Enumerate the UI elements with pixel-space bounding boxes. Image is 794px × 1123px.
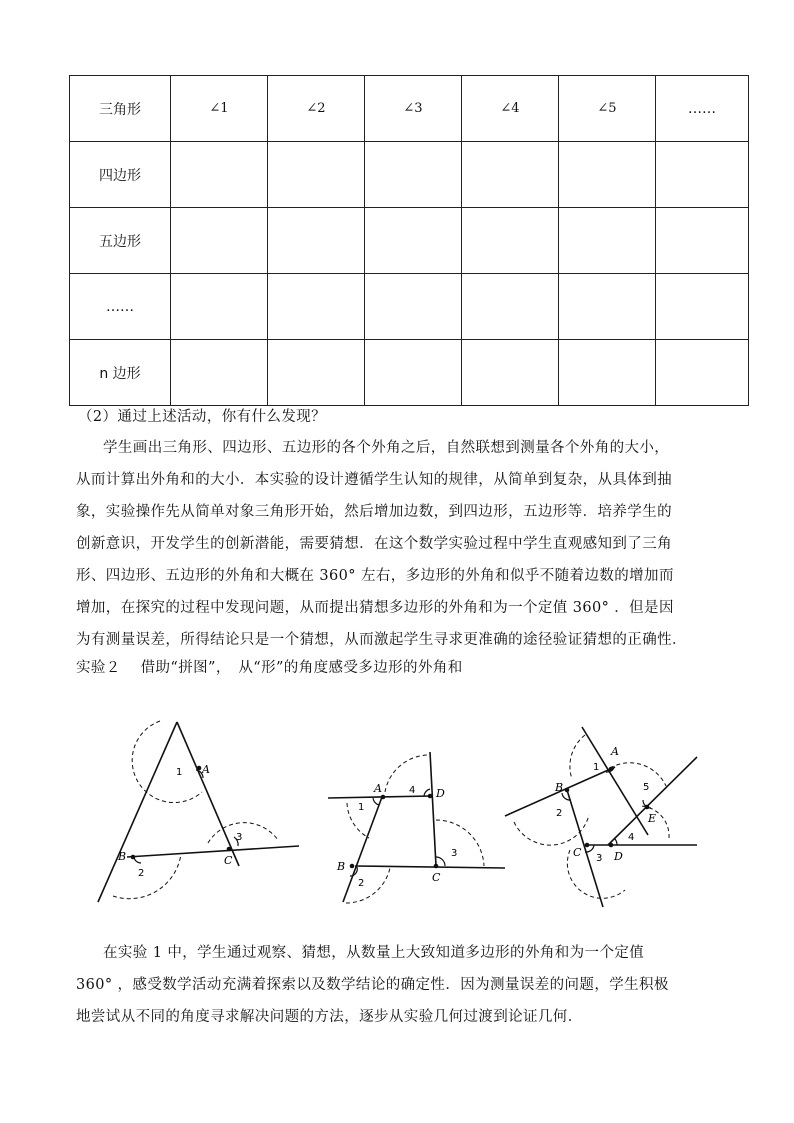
quadrilateral-angle-label: 1 [358, 802, 365, 813]
col-angle-3: ∠3 [365, 76, 462, 142]
quadrilateral-angle-label: 3 [451, 848, 458, 859]
triangle-angle-label: 1 [176, 767, 183, 778]
quadrilateral-figure [328, 752, 505, 903]
pentagon-angle-label: 5 [643, 782, 650, 793]
row-label-quadrilateral: 四边形 [70, 142, 171, 208]
pentagon-vertex-label: E [648, 812, 657, 825]
triangle-angle-label: 2 [138, 868, 145, 879]
paragraph-line: 象，实验操作先从简单对象三角形开始，然后增加边数，到四边形，五边形等．培养学生的 [76, 504, 672, 520]
paragraph-line: 增加，在探究的过程中发现问题，从而提出猜想多边形的外角和为一个定值 360° ．但是因 [76, 600, 674, 616]
paragraph-line: 创新意识，开发学生的创新潜能，需要猜想．在这个数学实验过程中学生直观感知到了三角 [76, 536, 672, 552]
quadrilateral-vertex-label: D [436, 787, 445, 800]
col-ellipsis: …… [656, 76, 749, 142]
paragraph-line: 360° ，感受数学活动充满着探索以及数学结论的确定性．因为测量误差的问题，学生积极 [76, 977, 669, 993]
triangle-figure [98, 721, 299, 902]
paragraph-line: 形、四边形、五边形的外角和大概在 360° 左右，多边形的外角和似乎不随着边数的增加而 [76, 568, 674, 584]
paragraph-line: 为有测量误差，所得结论只是一个猜想，从而激起学生寻求更准确的途径验证猜想的正确性． [76, 632, 687, 648]
pentagon-points [565, 767, 650, 848]
quadrilateral-angle-label: 2 [358, 878, 365, 889]
pentagon-vertex-label: D [614, 850, 623, 863]
pentagon-angle-label: 4 [628, 832, 635, 843]
col-angle-4: ∠4 [462, 76, 559, 142]
row-label-triangle: 三角形 [70, 76, 171, 142]
row-label-pentagon: 五边形 [70, 208, 171, 274]
pentagon-figure [505, 727, 697, 907]
triangle-vertex-label: A [202, 763, 210, 776]
question-text: （2）通过上述活动，你有什么发现？ [78, 409, 327, 425]
row-label-ellipsis: …… [70, 274, 171, 340]
pentagon-vertex-label: A [611, 745, 619, 758]
quadrilateral-vertex-label: C [432, 871, 441, 884]
quadrilateral-vertex-label: A [374, 782, 382, 795]
pentagon-angle-label: 2 [556, 808, 563, 819]
pentagon-vertex-label: B [555, 781, 564, 794]
experiment-2-heading: 实验２ 借助“拼图”， 从“形”的角度感受多边形的外角和 [76, 660, 463, 676]
paragraph-line: 在实验 1 中，学生通过观察、猜想，从数量上大致知道多边形的外角和为一个定值 [103, 945, 645, 961]
col-angle-1: ∠1 [171, 76, 268, 142]
triangle-vertex-label: B [118, 850, 127, 863]
paragraph-line: 学生画出三角形、四边形、五边形的各个外角之后，自然联想到测量各个外角的大小， [103, 440, 670, 456]
pentagon-vertex-label: C [573, 846, 582, 859]
row-label-n-gon: n 边形 [70, 340, 171, 406]
triangle-angle-label: 3 [236, 832, 243, 843]
triangle-vertex-label: C [224, 854, 233, 867]
col-angle-5: ∠5 [559, 76, 656, 142]
pentagon-angle-label: 3 [596, 853, 603, 864]
quadrilateral-vertex-label: B [337, 860, 346, 873]
paragraph-line: 从而计算出外角和的大小．本实验的设计遵循学生认知的规律，从简单到复杂，从具体到抽 [76, 472, 672, 488]
col-angle-2: ∠2 [268, 76, 365, 142]
paragraph-line: 地尝试从不同的角度寻求解决问题的方法，逐步从实验几何过渡到论证几何． [76, 1009, 583, 1025]
pentagon-angle-label: 1 [593, 762, 600, 773]
quadrilateral-angle-label: 4 [409, 785, 416, 796]
